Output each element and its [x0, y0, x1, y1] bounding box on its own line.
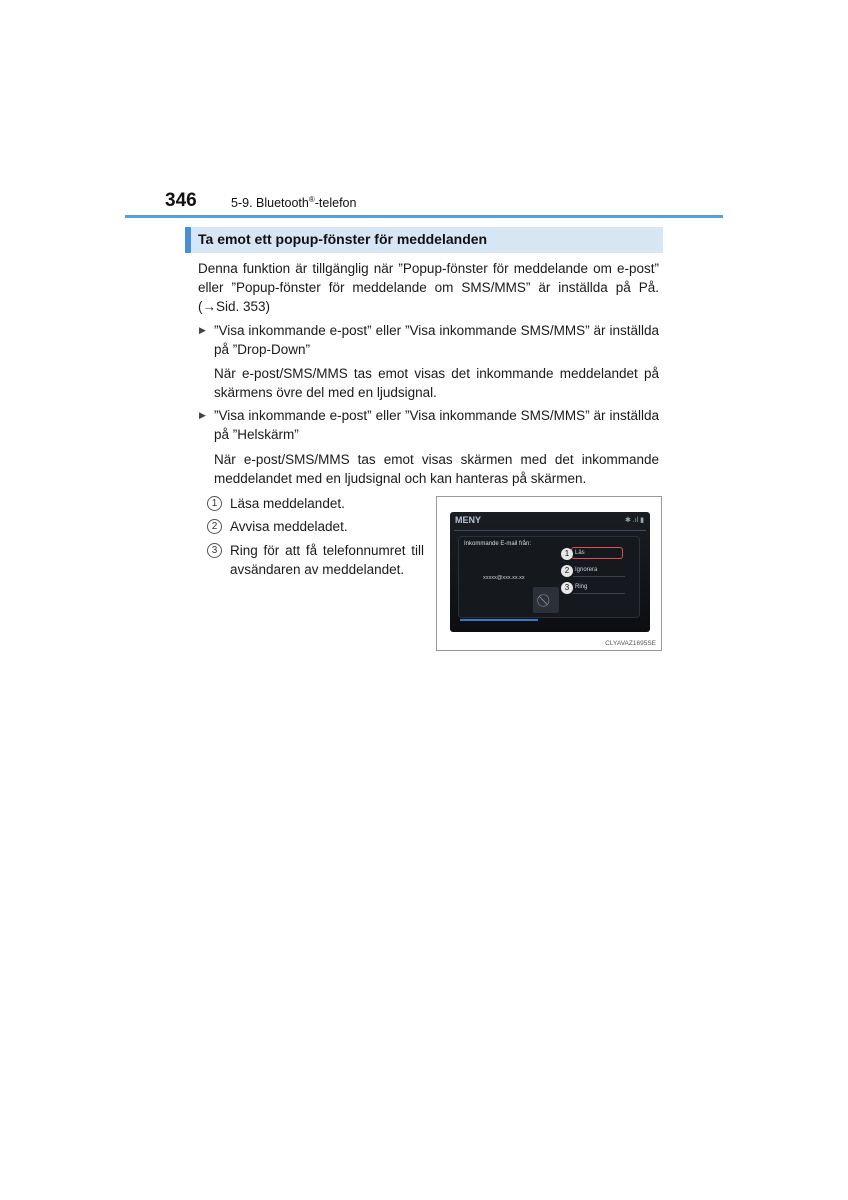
- bullet-title: ”Visa inkommande e-post” eller ”Visa inkommande SMS/MMS” är inställda: [214, 408, 659, 423]
- option-divider: [573, 593, 625, 594]
- option-divider: [573, 576, 625, 577]
- numbered-item: avsändaren av meddelandet.: [230, 562, 405, 577]
- bullet-description: När e-post/SMS/MMS tas emot visas skärmen med det inkommande: [214, 452, 659, 467]
- bullet-title: ”Visa inkommande e-post” eller ”Visa inkommande SMS/MMS” är inställda: [214, 323, 659, 338]
- option-label: Ignorera: [575, 567, 598, 573]
- callout-3-icon: 3: [561, 582, 573, 594]
- number-1-icon: 1: [207, 496, 222, 511]
- page-number: 346: [165, 190, 197, 211]
- header-rule: [125, 215, 723, 218]
- number-2-icon: 2: [207, 519, 222, 534]
- bullet-title: på ”Helskärm”: [214, 427, 299, 442]
- ignore-button[interactable]: [561, 565, 623, 577]
- screen-divider: [454, 530, 646, 531]
- figure-code: CLYAVAZ1695SE: [605, 640, 656, 647]
- status-icons: ✱ .ıl ▮: [624, 517, 644, 524]
- sender-email: xxxxx@xxx.xx.xx: [483, 575, 525, 581]
- numbered-item: Avvisa meddeladet.: [230, 519, 348, 534]
- device-screen: [450, 512, 650, 632]
- screen-illustration: [436, 496, 662, 651]
- triangle-bullet-icon: ▶: [199, 325, 206, 335]
- section-heading: [185, 227, 663, 253]
- page-reference-link[interactable]: (→Sid. 353): [198, 299, 271, 314]
- bullet-title: på ”Drop-Down”: [214, 342, 311, 357]
- popup-title: Inkommande E-mail från:: [464, 541, 532, 547]
- read-button[interactable]: [561, 548, 623, 560]
- option-label: Ring: [575, 584, 588, 590]
- callout-1-icon: 1: [561, 548, 573, 560]
- numbered-item: Ring för att få telefonnumret till: [230, 543, 424, 558]
- option-label: Läs: [575, 550, 585, 556]
- bullet-description: skärmens övre del med en ljudsignal.: [214, 385, 437, 400]
- chapter-title: 5-9. Bluetooth®-telefon: [231, 195, 357, 211]
- section-title: Ta emot ett popup-fönster för meddelanden: [198, 231, 488, 247]
- numbered-item: Läsa meddelandet.: [230, 496, 345, 511]
- message-popup: [458, 536, 640, 618]
- triangle-bullet-icon: ▶: [199, 410, 206, 420]
- block-icon: [533, 587, 559, 613]
- intro-line: Denna funktion är tillgänglig när ”Popup-fönster för meddelande om e-post”: [198, 261, 659, 276]
- bullet-description: meddelandet med en ljudsignal och kan hanteras på skärmen.: [214, 471, 587, 486]
- screen-progress-line: [460, 619, 538, 621]
- number-3-icon: 3: [207, 543, 222, 558]
- menu-label: MENY: [455, 515, 482, 525]
- call-button[interactable]: [561, 582, 623, 594]
- callout-2-icon: 2: [561, 565, 573, 577]
- bullet-description: När e-post/SMS/MMS tas emot visas det inkommande meddelandet på: [214, 366, 659, 381]
- intro-line: eller ”Popup-fönster för meddelande om SMS/MMS” är inställda på På.: [198, 280, 659, 295]
